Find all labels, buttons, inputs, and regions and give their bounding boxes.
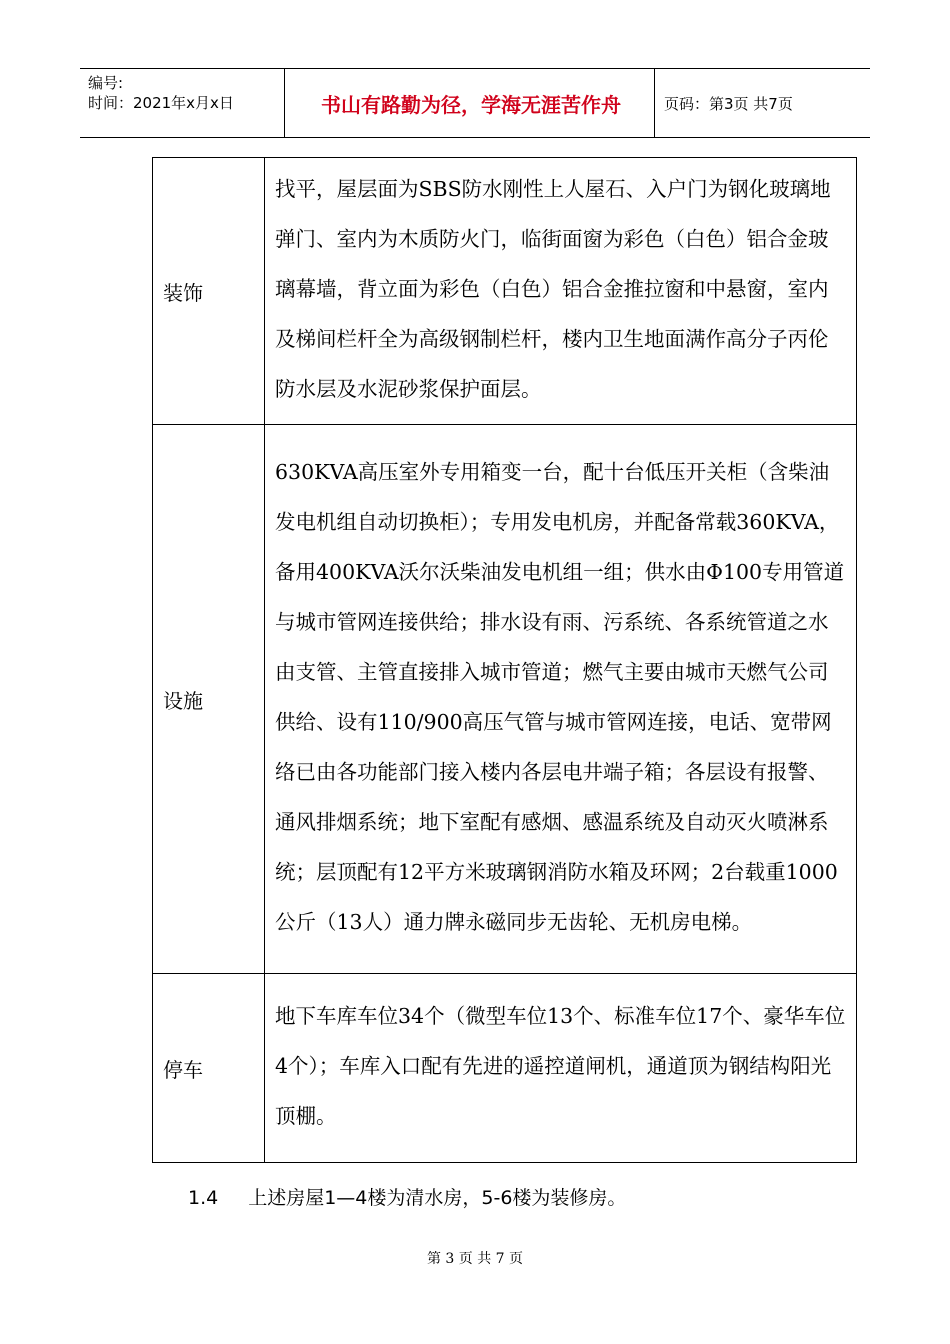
row-content-text: 地下车库车位34个（微型车位13个、标准车位17个、豪华车位4个）；车库入口配有先进的遥控道闸机，通道顶为钢结构阳光顶棚。 — [275, 1004, 846, 1128]
number-label: 编号: — [88, 74, 124, 92]
row-content-text: 630KVA高压室外专用箱变一台，配十台低压开关柜（含柴油发电机组自动切换柜）；专用发电机房，并配备常载360KVA，备用400KVA沃尔沃柴油发电机组一组；供水由Φ100专用管道与城市管网连接供给；排水设有雨、污系统、各系统管道之水由支管、主管直接排入城市管道；燃气主要由城市天燃气公司供给、设有110/900高压气管与城市管网连接，电话、宽带网络已由各功能部门接入楼内各层电井端子箱；各层设有报警、通风排烟系统；地下室配有感烟、感温系统及自动灭火喷淋系统；层顶配有12平方米玻璃钢消防水箱及环网；2台载重1000公斤（13人）通力牌永磁同步无齿轮、无机房电梯。 — [275, 460, 845, 934]
spec-table — [152, 157, 857, 1163]
table-row — [153, 974, 857, 1163]
row-content — [265, 974, 857, 1163]
table-row — [153, 158, 857, 425]
row-label: 设施 — [153, 425, 265, 974]
page-header — [80, 68, 870, 138]
row-content — [265, 158, 857, 425]
page-footer: 第 3 页 共 7 页 — [426, 1251, 524, 1267]
divider — [284, 69, 285, 137]
note-text: 上述房屋1—4楼为清水房，5-6楼为装修房。 — [248, 1187, 627, 1209]
header-meta — [88, 73, 234, 113]
table-row — [153, 425, 857, 974]
divider — [654, 69, 655, 137]
header-motto: 书山有路勤为径，学海无涯苦作舟 — [321, 92, 621, 117]
page-info: 页码：第3页 共7页 — [664, 94, 793, 113]
note-number: 1.4 — [188, 1187, 219, 1209]
row-content-text: 找平，屋层面为SBS防水刚性上人屋石、入户门为钢化玻璃地弹门、室内为木质防火门，临街面窗为彩色（白色）铝合金玻璃幕墙，背立面为彩色（白色）铝合金推拉窗和中悬窗，室内及梯间栏杆全为高级钢制栏杆，楼内卫生地面满作高分子丙伦防水层及水泥砂浆保护面层。 — [275, 177, 831, 401]
row-content — [265, 425, 857, 974]
time-label: 时间：2021年x月x日 — [88, 94, 234, 112]
row-label: 装饰 — [153, 158, 265, 425]
section-note — [188, 1183, 626, 1210]
row-label: 停车 — [153, 974, 265, 1163]
